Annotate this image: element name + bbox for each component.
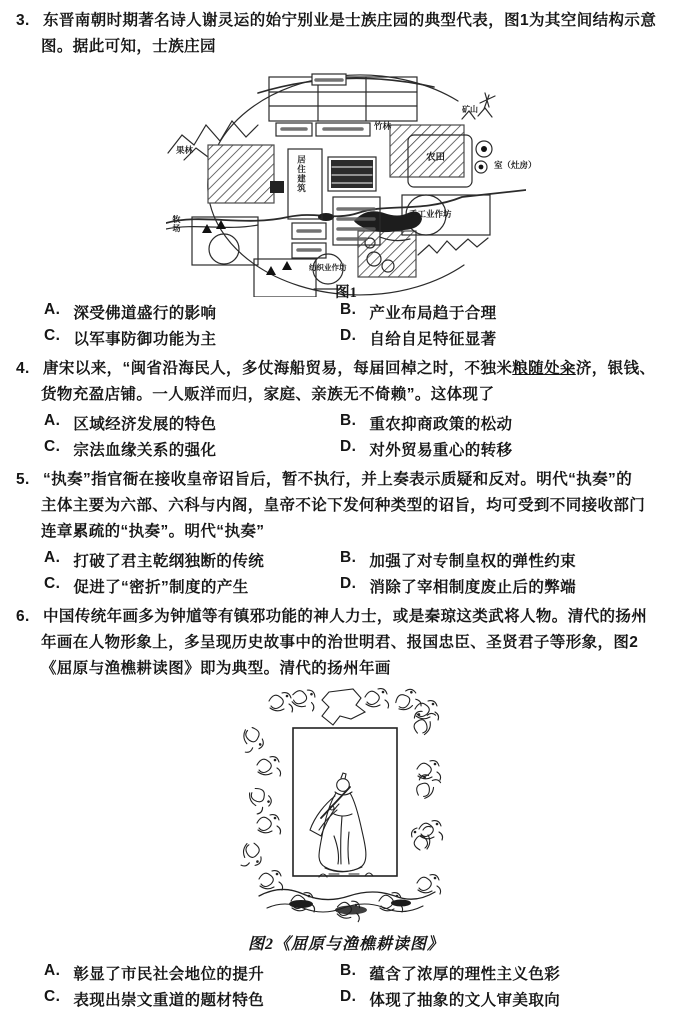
bamboo-grove-area — [390, 125, 464, 177]
quyuan-figure — [310, 773, 373, 877]
stem-text: 年画在人物形象上，多呈现历史故事中的治世明君、报国忠臣、圣贤君子等形象，图2 — [41, 634, 639, 651]
farmland-label: 农田 — [426, 152, 446, 163]
option-b: B. 加强了对专制皇权的弹性约束 — [340, 549, 577, 570]
option-d: D. 对外贸易重心的转移 — [340, 438, 513, 459]
option-c: C. 表现出崇文重道的题材特色 — [44, 988, 265, 1009]
question-5 — [14, 467, 678, 599]
option-c: C. 以军事防御功能为主 — [44, 327, 217, 348]
textile-label: 纺织业作坊 — [309, 263, 347, 272]
stem-text: 货物充盈店铺。一人贩洋而归，家庭、亲族无不倚赖”。这体现了 — [41, 386, 495, 403]
option-c: C. 促进了“密折”制度的产生 — [44, 575, 249, 596]
option-a: A. 打破了君主乾纲独断的传统 — [44, 549, 265, 570]
banner-shape — [322, 689, 365, 725]
option-d: D. 体现了抽象的文人审美取向 — [340, 988, 561, 1009]
question-4-stem — [14, 356, 678, 408]
dense-building-block — [331, 160, 373, 188]
stem-text: 图。据此可知，士族庄园 — [41, 38, 216, 55]
mountains-bottom-icon — [418, 238, 488, 255]
question-4 — [14, 356, 678, 462]
question-number: 4. — [16, 360, 30, 377]
option-c: C. 宗法血缘关系的强化 — [44, 438, 217, 459]
pasture-area — [192, 217, 258, 265]
question-3-stem — [14, 8, 678, 60]
kiln-label: 室（灶房） — [494, 160, 537, 170]
figure1-manor-schematic — [166, 63, 537, 301]
inner-frame — [293, 728, 397, 876]
residence-label: 居住建筑 — [296, 155, 307, 193]
option-b: B. 蕴含了浓厚的理性主义色彩 — [340, 962, 561, 983]
question-3-options — [14, 299, 678, 351]
figure1-caption: 图1 — [335, 285, 357, 301]
orchard-label: 果林 — [176, 145, 194, 155]
stem-text: 连章累疏的“执奏”。明代“执奏” — [41, 523, 265, 540]
question-5-options — [14, 547, 678, 599]
stem-text: “执奏”指官衙在接收皇帝诏旨后，暂不执行，并上奏表示质疑和反对。明代“执奏”的 — [43, 471, 633, 488]
option-b: B. 重农抑商政策的松动 — [340, 412, 513, 433]
quyuan-print-drawing — [231, 684, 461, 924]
orchard-area — [208, 145, 274, 203]
stem-text: 中国传统年画多为钟馗等有镇邪功能的神人力士，或是秦琼这类武将人物。清代的扬州 — [43, 608, 648, 625]
tree-plot-area — [254, 259, 316, 297]
stem-text: 东晋南朝时期著名诗人谢灵运的始宁别业是士族庄园的典型代表，图1为其空间结构示意 — [43, 12, 657, 29]
stem-text: 唐宋以来，“闽省沿海民人，多仗海船贸易，每届回棹之时，不独米粮随处籴济，银钱、 — [43, 360, 656, 377]
question-number: 6. — [16, 608, 30, 625]
question-6 — [14, 604, 678, 1012]
mine-label: 矿山 — [462, 105, 478, 114]
question-5-stem — [14, 467, 678, 545]
ground-line — [259, 889, 435, 899]
question-4-options — [14, 410, 678, 462]
question-6-stem — [14, 604, 678, 682]
underlined-phrase: 粮随处籴 — [512, 360, 576, 377]
question-number: 3. — [16, 12, 30, 29]
manor-schematic-drawing — [166, 63, 526, 297]
stem-text: 主体主要为六部、六科与内阁，皇帝不论下发何种类型的诏旨，均可受到不同接收部门 — [41, 497, 646, 514]
figure2-woodblock-print — [231, 684, 461, 929]
bamboo-label: 竹林 — [374, 121, 392, 131]
stem-text: 《屈原与渔樵耕读图》即为典型。清代的扬州年画 — [41, 660, 391, 677]
option-a: A. 区域经济发展的特色 — [44, 412, 217, 433]
option-d: D. 自给自足特征显著 — [340, 327, 497, 348]
question-3 — [14, 8, 678, 351]
kiln-icon — [475, 141, 492, 173]
question-6-options — [14, 960, 678, 1012]
question-number: 5. — [16, 471, 30, 488]
pasture-label: 牧场 — [172, 215, 181, 233]
option-a: A. 深受佛道盛行的影响 — [44, 301, 217, 322]
option-a: A. 彰显了市民社会地位的提升 — [44, 962, 265, 983]
option-b: B. 产业布局趋于合理 — [340, 301, 497, 322]
workshop-label: 手工业作坊 — [409, 209, 452, 219]
option-d: D. 消除了宰相制度废止后的弊端 — [340, 575, 577, 596]
figure2-caption: 图2《屈原与渔樵耕读图》 — [247, 936, 444, 953]
